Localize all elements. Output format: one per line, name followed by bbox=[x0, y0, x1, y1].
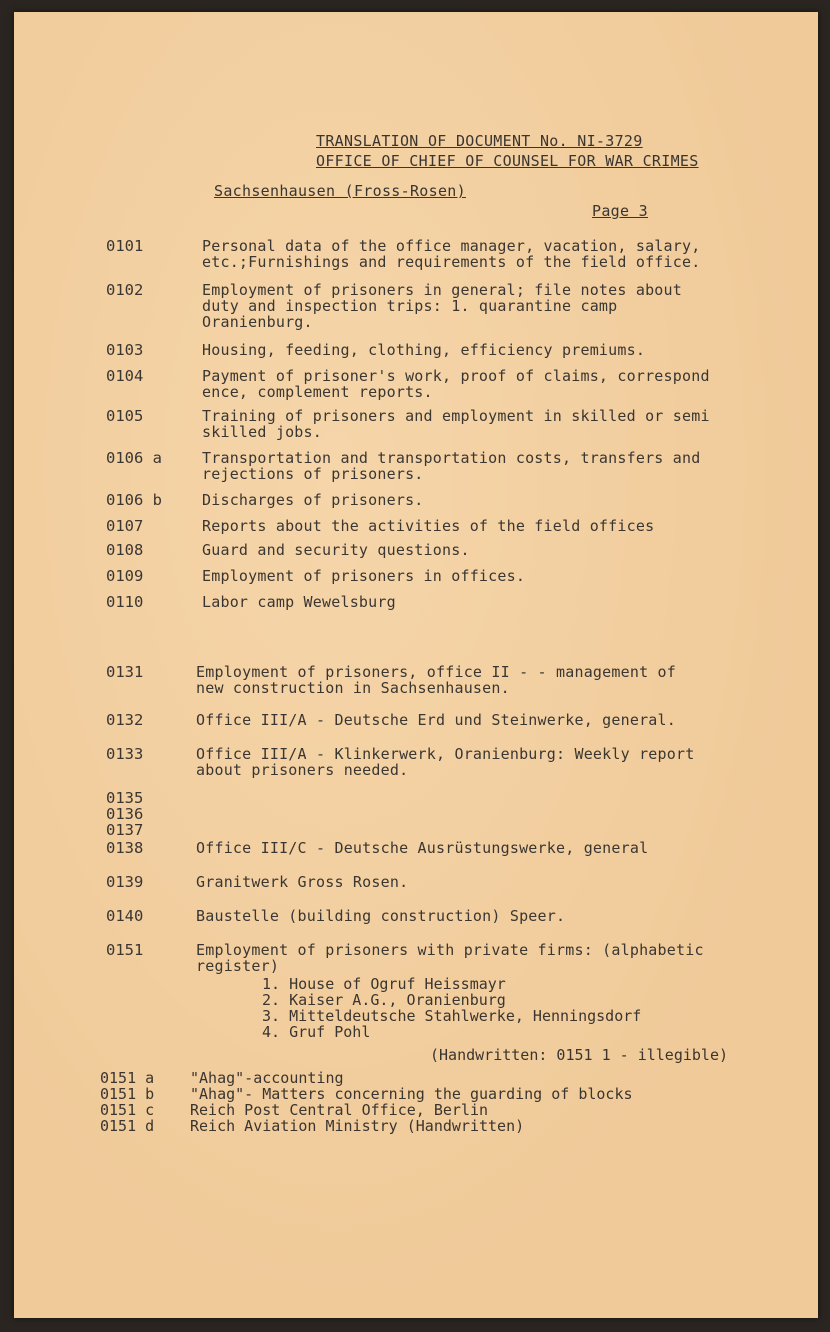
file-description: Payment of prisoner's work, proof of claims, correspond ence, complement reports. bbox=[202, 367, 710, 401]
file-description: Employment of prisoners in general; file notes about duty and inspection trips: 1. quarantine camp Oranienburg. bbox=[202, 281, 682, 331]
file-description: Discharges of prisoners. bbox=[202, 491, 424, 509]
file-description: Reich Post Central Office, Berlin bbox=[190, 1101, 489, 1119]
file-description: Employment of prisoners in offices. bbox=[202, 567, 526, 585]
handwritten-note: (Handwritten: 0151 1 - illegible) bbox=[430, 1046, 729, 1064]
file-code: 0109 bbox=[106, 567, 144, 585]
file-description: Reports about the activities of the field offices bbox=[202, 517, 655, 535]
file-code: 0151 a bbox=[100, 1069, 155, 1087]
file-code: 0110 bbox=[106, 593, 144, 611]
file-code: 0137 bbox=[106, 821, 144, 839]
file-code: 0104 bbox=[106, 367, 144, 385]
document-page bbox=[14, 12, 818, 1318]
firm-list bbox=[262, 976, 641, 1040]
file-description: "Ahag"- Matters concerning the guarding of blocks bbox=[190, 1085, 633, 1103]
list-item bbox=[100, 1118, 633, 1134]
firm-item: 3. Mitteldeutsche Stahlwerke, Henningsdorf bbox=[262, 1007, 642, 1025]
camp-subtitle: Sachsenhausen (Fross-Rosen) bbox=[214, 182, 466, 200]
file-description: Office III/A - Deutsche Erd und Steinwerke, general. bbox=[196, 711, 676, 729]
file-description: Guard and security questions. bbox=[202, 541, 470, 559]
file-code: 0106 a bbox=[106, 449, 162, 467]
file-description: Baustelle (building construction) Speer. bbox=[196, 907, 566, 925]
file-code: 0151 bbox=[106, 941, 144, 959]
page-number: Page 3 bbox=[592, 202, 648, 220]
firm-item: 4. Gruf Pohl bbox=[262, 1023, 371, 1041]
file-code: 0151 c bbox=[100, 1101, 155, 1119]
file-code: 0135 bbox=[106, 789, 144, 807]
file-description: Housing, feeding, clothing, efficiency premiums. bbox=[202, 341, 646, 359]
file-description: Training of prisoners and employment in skilled or semi skilled jobs. bbox=[202, 407, 710, 441]
file-description: Labor camp Wewelsburg bbox=[202, 593, 396, 611]
file-description: Office III/A - Klinkerwerk, Oranienburg: Weekly report about prisoners needed. bbox=[196, 745, 695, 779]
file-code: 0103 bbox=[106, 341, 144, 359]
file-code: 0138 bbox=[106, 839, 144, 857]
file-description: Employment of prisoners, office II - - management of new construction in Sachsenhausen. bbox=[196, 663, 676, 697]
list-item bbox=[100, 1102, 633, 1118]
firm-item: 1. House of Ogruf Heissmayr bbox=[262, 975, 506, 993]
tail-list bbox=[100, 1070, 633, 1134]
file-description: Transportation and transportation costs, transfers and rejections of prisoners. bbox=[202, 449, 701, 483]
file-code: 0151 d bbox=[100, 1117, 155, 1135]
file-code: 0132 bbox=[106, 711, 144, 729]
file-code: 0101 bbox=[106, 237, 144, 255]
file-code: 0108 bbox=[106, 541, 144, 559]
file-description: "Ahag"-accounting bbox=[190, 1069, 344, 1087]
firm-item: 2. Kaiser A.G., Oranienburg bbox=[262, 991, 506, 1009]
file-description: Employment of prisoners with private firms: (alphabetic register) bbox=[196, 941, 704, 975]
list-item bbox=[100, 1070, 633, 1086]
file-code: 0105 bbox=[106, 407, 144, 425]
file-code: 0139 bbox=[106, 873, 144, 891]
file-description: Office III/C - Deutsche Ausrüstungswerke, general bbox=[196, 839, 649, 857]
file-code: 0136 bbox=[106, 805, 144, 823]
document-title bbox=[316, 132, 699, 172]
title-line-2: OFFICE OF CHIEF OF COUNSEL FOR WAR CRIMES bbox=[316, 152, 699, 170]
file-code: 0140 bbox=[106, 907, 144, 925]
empty-codes bbox=[106, 790, 143, 838]
list-item bbox=[100, 1086, 633, 1102]
file-code: 0131 bbox=[106, 663, 144, 681]
file-description: Reich Aviation Ministry (Handwritten) bbox=[190, 1117, 525, 1135]
file-description: Personal data of the office manager, vacation, salary, etc.;Furnishings and requirements of the field office. bbox=[202, 237, 701, 271]
file-code: 0151 b bbox=[100, 1085, 155, 1103]
file-code: 0102 bbox=[106, 281, 144, 299]
file-code: 0133 bbox=[106, 745, 144, 763]
title-line-1: TRANSLATION OF DOCUMENT No. NI-3729 bbox=[316, 132, 643, 150]
file-description: Granitwerk Gross Rosen. bbox=[196, 873, 409, 891]
file-code: 0106 b bbox=[106, 491, 162, 509]
file-code: 0107 bbox=[106, 517, 144, 535]
